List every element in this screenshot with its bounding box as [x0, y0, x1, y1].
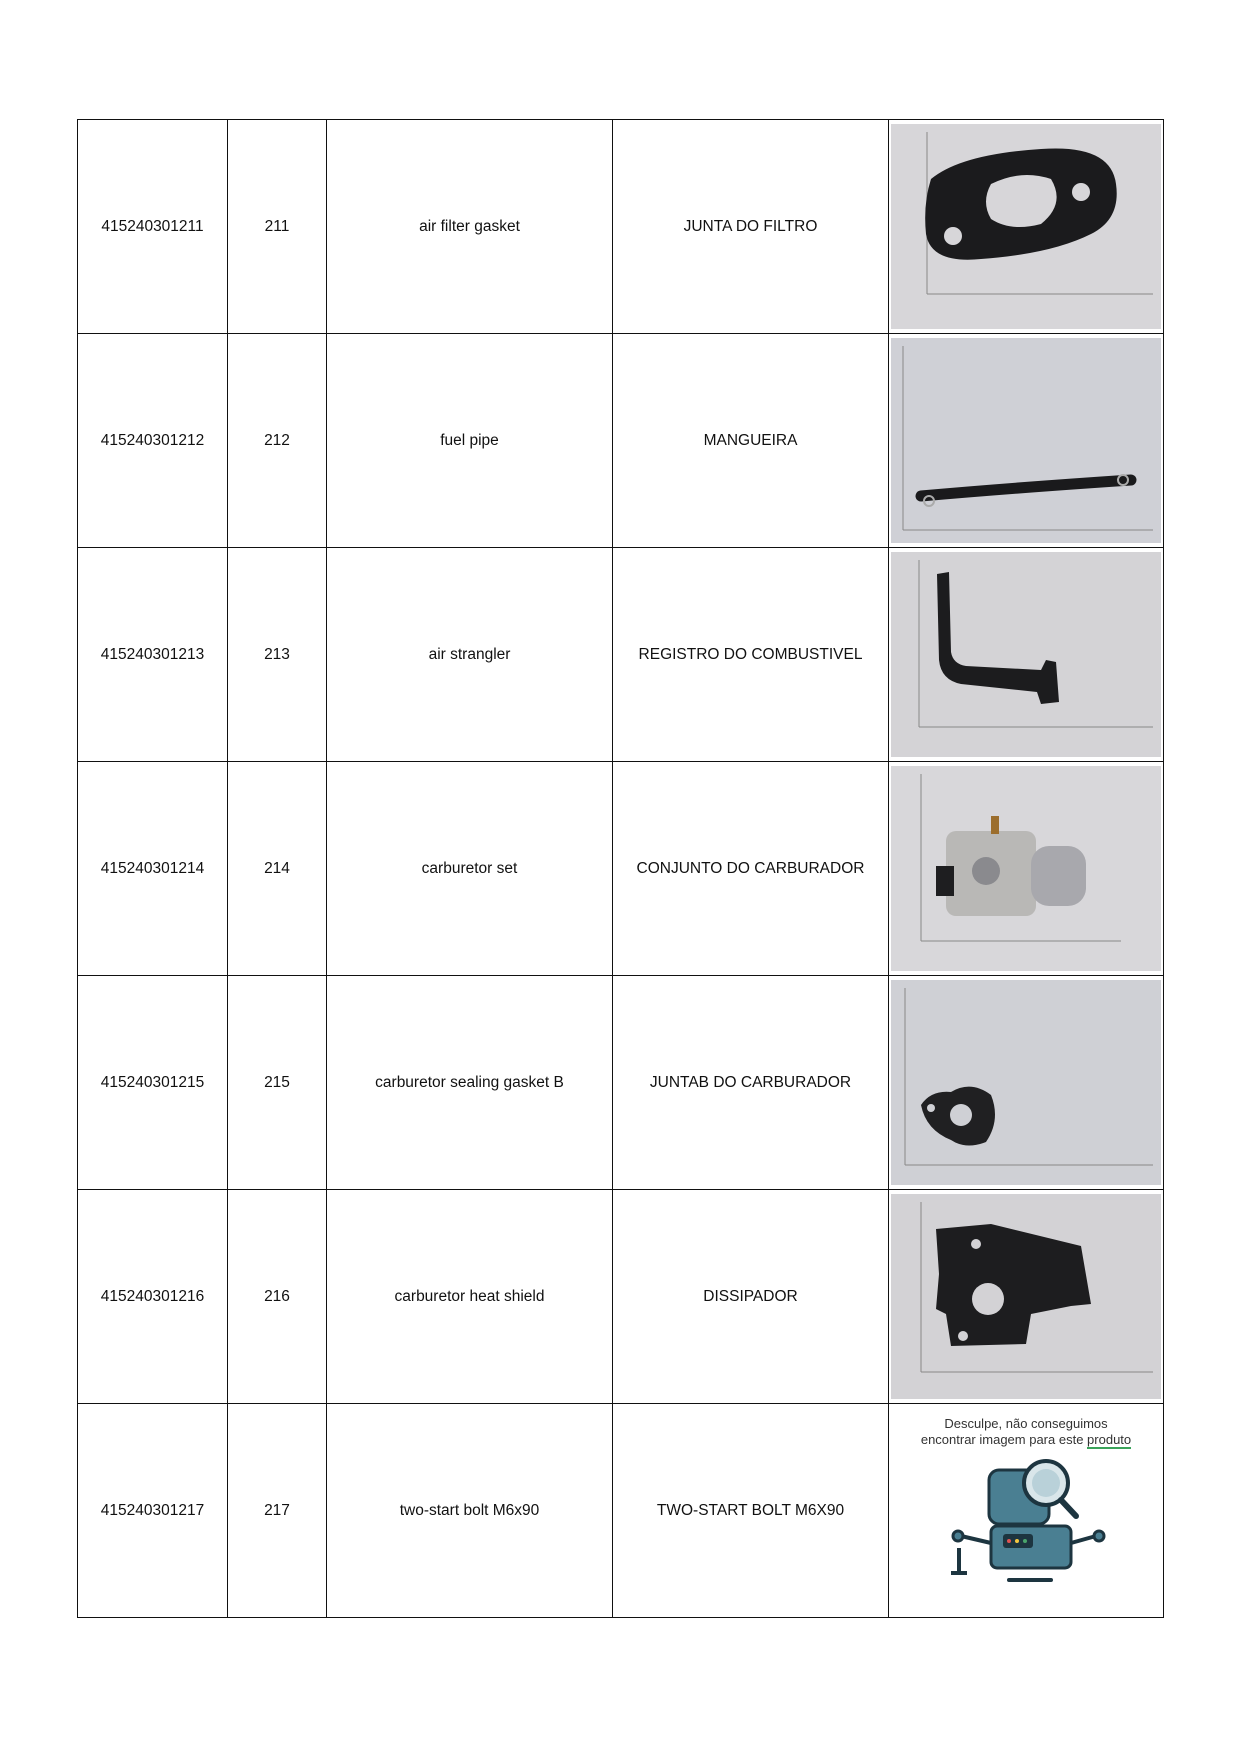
- part-image-cell: [889, 334, 1164, 548]
- small-gasket-photo: [891, 980, 1161, 1185]
- part-image-cell: [889, 976, 1164, 1190]
- parts-table: [77, 119, 1164, 1618]
- part-code: 415240301216: [78, 1190, 228, 1404]
- part-name-en: two-start bolt M6x90: [327, 1404, 613, 1618]
- heat-shield-photo: [891, 1194, 1161, 1399]
- part-name-pt: DISSIPADOR: [613, 1190, 889, 1404]
- part-code: 415240301211: [78, 120, 228, 334]
- placeholder-line1: Desculpe, não conseguimos: [944, 1416, 1108, 1431]
- table-row: [78, 762, 1164, 976]
- lever-photo: [891, 552, 1161, 757]
- part-name-pt: JUNTAB DO CARBURADOR: [613, 976, 889, 1190]
- part-name-en: air filter gasket: [327, 120, 613, 334]
- part-name-en: air strangler: [327, 548, 613, 762]
- part-code: 415240301217: [78, 1404, 228, 1618]
- part-image-cell: [889, 762, 1164, 976]
- not-found-placeholder: [891, 1408, 1161, 1613]
- table-row: [78, 548, 1164, 762]
- part-image-cell: [889, 1404, 1164, 1618]
- placeholder-line2: encontrar imagem para este produto: [920, 1432, 1132, 1447]
- table-row: [78, 976, 1164, 1190]
- part-ref: 216: [228, 1190, 327, 1404]
- carburetor-photo: [891, 766, 1161, 971]
- part-name-en: fuel pipe: [327, 334, 613, 548]
- part-name-en: carburetor heat shield: [327, 1190, 613, 1404]
- hose-photo: [891, 338, 1161, 543]
- table-row: [78, 1404, 1164, 1618]
- part-code: 415240301213: [78, 548, 228, 762]
- part-name-pt: MANGUEIRA: [613, 334, 889, 548]
- gasket-photo: [891, 124, 1161, 329]
- part-ref: 211: [228, 120, 327, 334]
- part-code: 415240301214: [78, 762, 228, 976]
- part-image-cell: [889, 548, 1164, 762]
- part-ref: 215: [228, 976, 327, 1190]
- table-row: [78, 1190, 1164, 1404]
- part-name-en: carburetor set: [327, 762, 613, 976]
- part-ref: 214: [228, 762, 327, 976]
- part-name-pt: CONJUNTO DO CARBURADOR: [613, 762, 889, 976]
- table-row: [78, 120, 1164, 334]
- part-name-en: carburetor sealing gasket B: [327, 976, 613, 1190]
- part-image-cell: [889, 1190, 1164, 1404]
- part-code: 415240301212: [78, 334, 228, 548]
- part-name-pt: TWO-START BOLT M6X90: [613, 1404, 889, 1618]
- part-ref: 217: [228, 1404, 327, 1618]
- part-name-pt: REGISTRO DO COMBUSTIVEL: [613, 548, 889, 762]
- robot-magnifier-icon: [891, 1408, 1161, 1613]
- part-name-pt: JUNTA DO FILTRO: [613, 120, 889, 334]
- table-row: [78, 334, 1164, 548]
- part-code: 415240301215: [78, 976, 228, 1190]
- part-image-cell: [889, 120, 1164, 334]
- part-ref: 213: [228, 548, 327, 762]
- part-ref: 212: [228, 334, 327, 548]
